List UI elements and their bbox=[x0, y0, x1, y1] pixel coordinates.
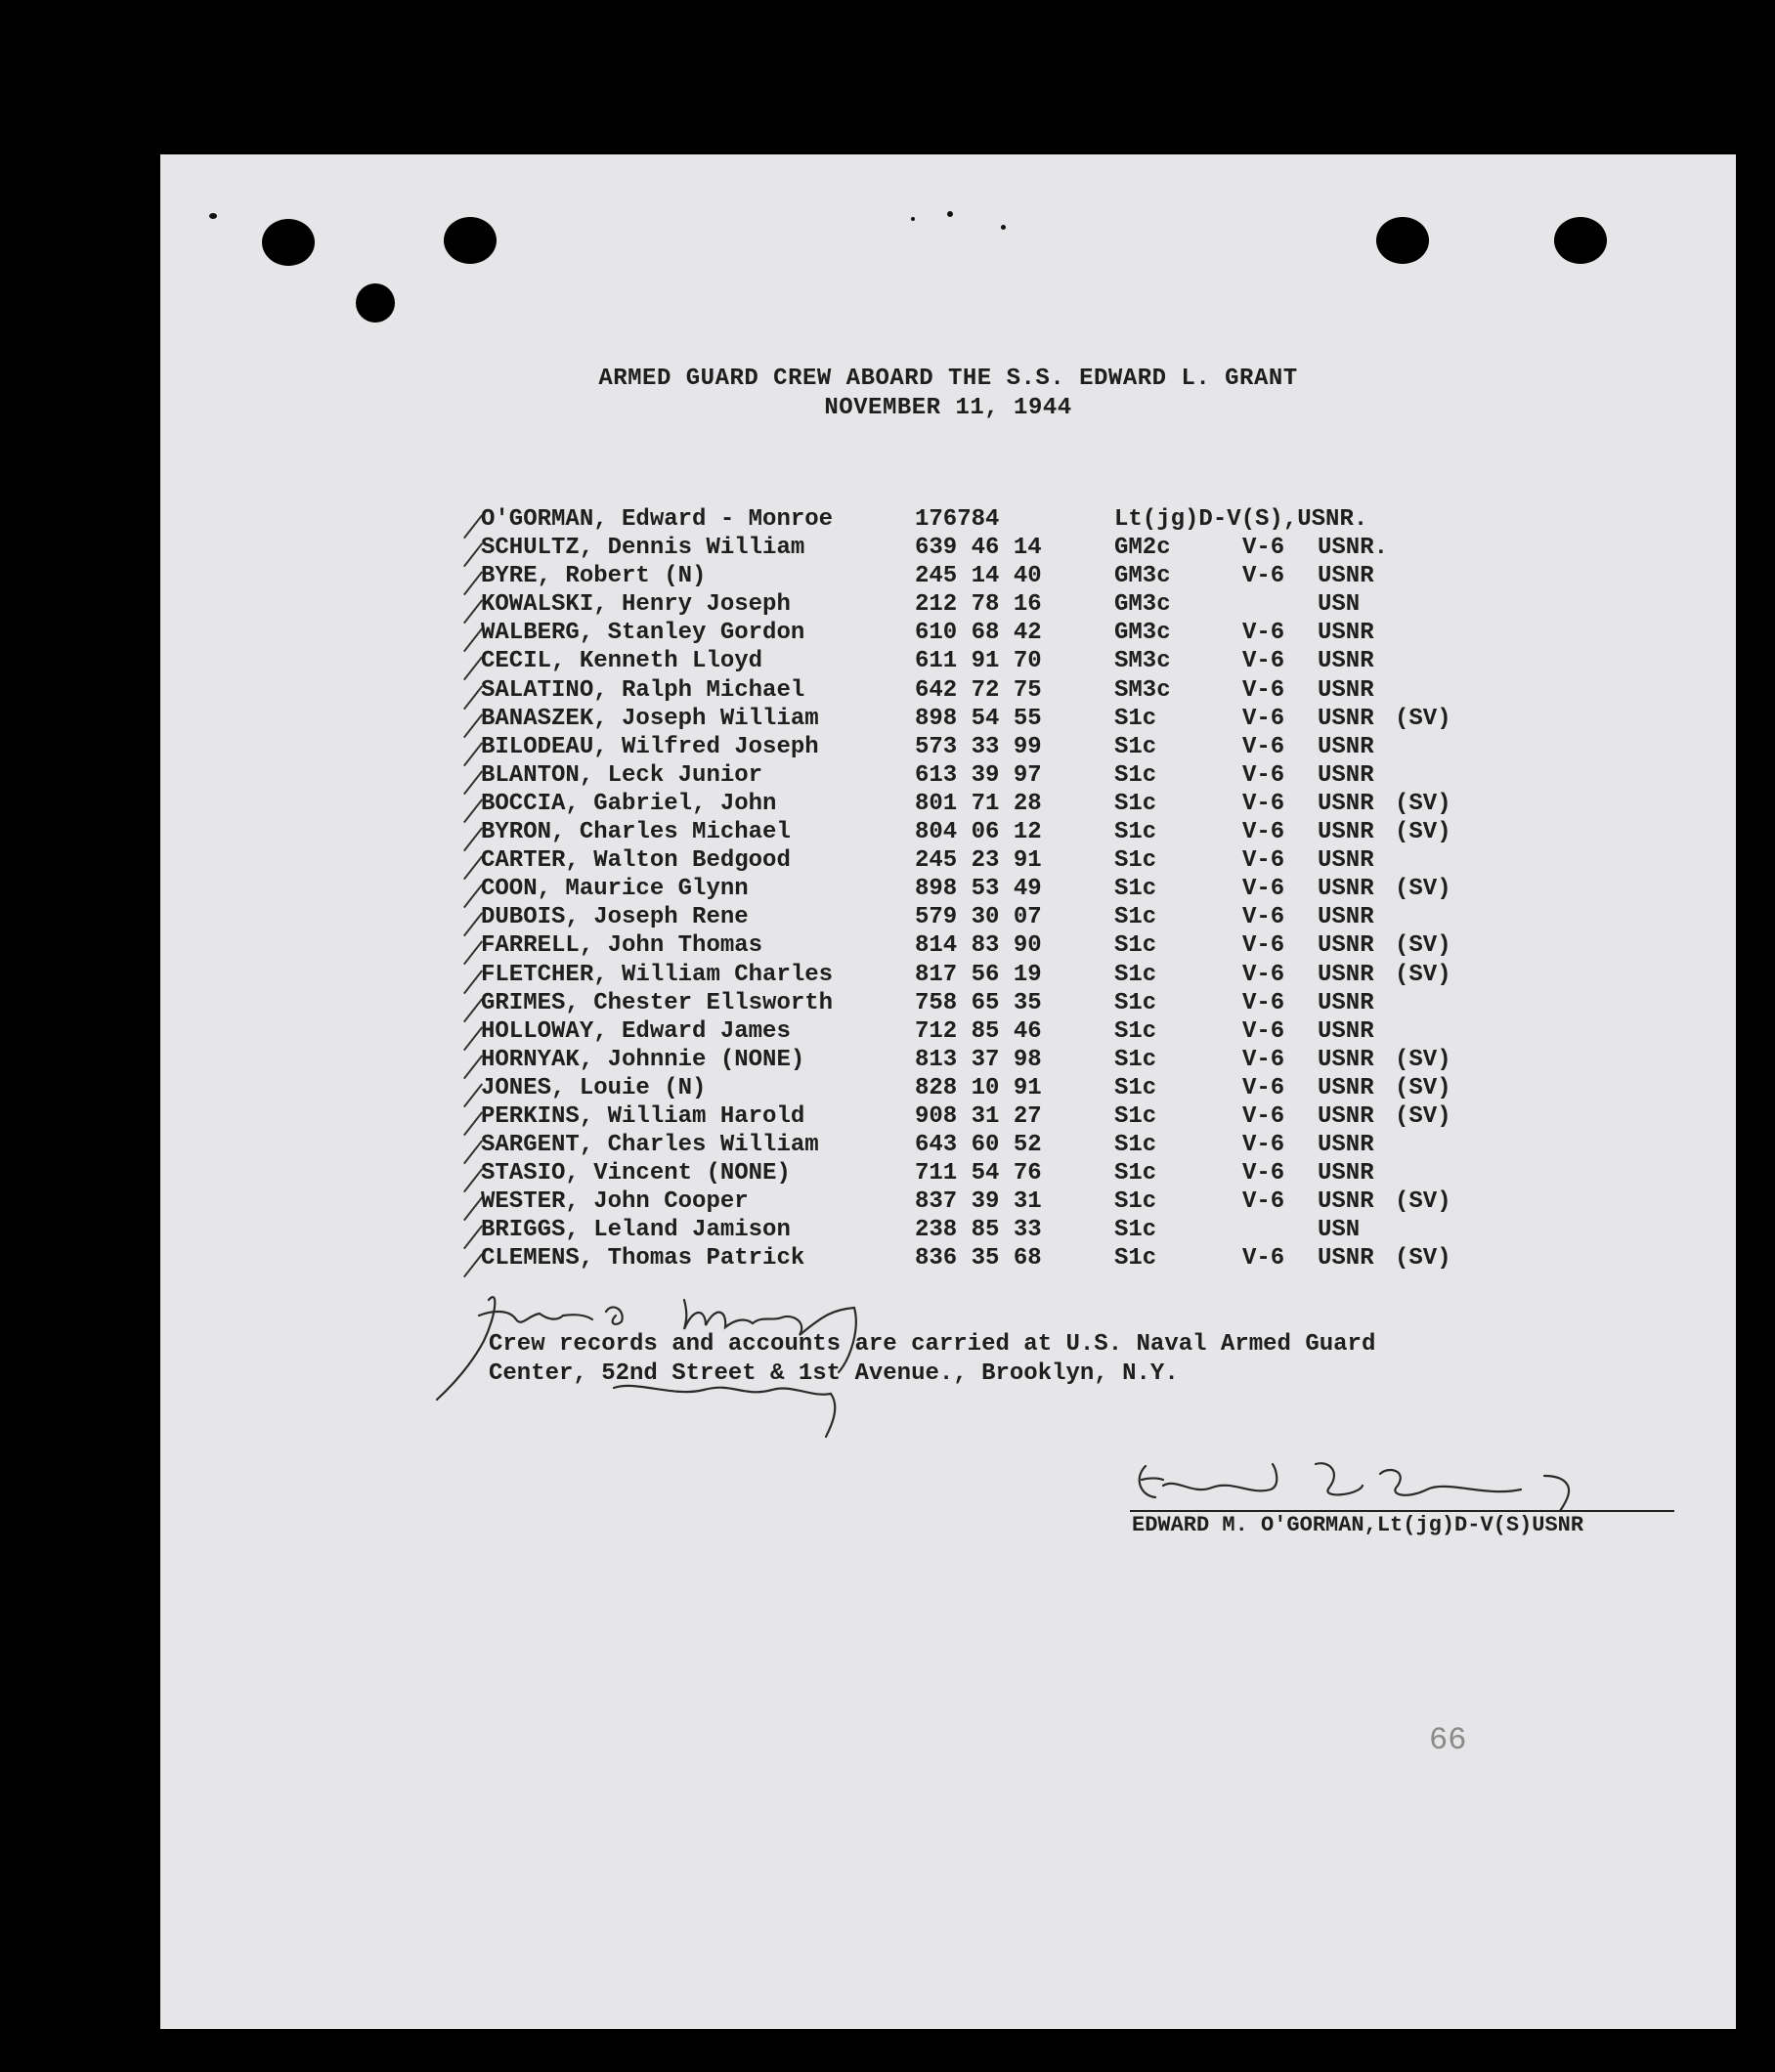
crew-rate: S1c bbox=[1114, 847, 1157, 875]
crew-name: BOCCIA, Gabriel, John bbox=[481, 790, 777, 817]
crew-class: V-6 bbox=[1242, 961, 1285, 988]
crew-branch: USNR bbox=[1318, 790, 1374, 817]
crew-class: V-6 bbox=[1242, 761, 1285, 789]
crew-branch: USNR bbox=[1318, 932, 1374, 960]
crew-class: V-6 bbox=[1242, 676, 1285, 704]
document-title: ARMED GUARD CREW ABOARD THE S.S. EDWARD L. GRANT bbox=[598, 366, 1298, 392]
crew-branch: USNR bbox=[1318, 620, 1374, 647]
crew-number: 836 35 68 bbox=[915, 1245, 1042, 1273]
crew-name: SALATINO, Ralph Michael bbox=[481, 676, 805, 704]
crew-branch: USNR bbox=[1318, 705, 1374, 732]
crew-branch: USN bbox=[1318, 1217, 1361, 1244]
handwriting-scribble bbox=[614, 1386, 835, 1437]
crew-name: SCHULTZ, Dennis William bbox=[481, 535, 805, 562]
crew-class: V-6 bbox=[1242, 535, 1285, 562]
crew-name: JONES, Louie (N) bbox=[481, 1074, 707, 1101]
crew-branch: USNR bbox=[1318, 1074, 1374, 1101]
crew-rate: Lt(jg)D-V(S),USNR. bbox=[1114, 506, 1368, 533]
crew-number: 579 30 07 bbox=[915, 904, 1042, 931]
crew-class: V-6 bbox=[1242, 1102, 1285, 1130]
crew-number: 817 56 19 bbox=[915, 961, 1042, 988]
crew-name: BLANTON, Leck Junior bbox=[481, 761, 763, 789]
crew-name: HOLLOWAY, Edward James bbox=[481, 1017, 791, 1045]
crew-rate: GM3c bbox=[1114, 563, 1171, 590]
crew-rate: S1c bbox=[1114, 1188, 1157, 1216]
crew-branch: USNR bbox=[1318, 1046, 1374, 1073]
crew-class: V-6 bbox=[1242, 1160, 1285, 1187]
crew-rate: S1c bbox=[1114, 761, 1157, 789]
crew-rate: S1c bbox=[1114, 1102, 1157, 1130]
crew-name: HORNYAK, Johnnie (NONE) bbox=[481, 1046, 805, 1073]
crew-sv: (SV) bbox=[1395, 1074, 1451, 1101]
crew-sv: (SV) bbox=[1395, 790, 1451, 817]
crew-rate: S1c bbox=[1114, 1017, 1157, 1045]
crew-rate: S1c bbox=[1114, 1245, 1157, 1273]
crew-sv: (SV) bbox=[1395, 1245, 1451, 1273]
crew-sv: (SV) bbox=[1395, 1102, 1451, 1130]
crew-rate: S1c bbox=[1114, 705, 1157, 732]
crew-name: GRIMES, Chester Ellsworth bbox=[481, 989, 834, 1016]
crew-sv: (SV) bbox=[1395, 961, 1451, 988]
crew-rate: S1c bbox=[1114, 1217, 1157, 1244]
crew-sv: (SV) bbox=[1395, 1188, 1451, 1216]
crew-branch: USNR bbox=[1318, 1245, 1374, 1273]
crew-class: V-6 bbox=[1242, 705, 1285, 732]
crew-number: 613 39 97 bbox=[915, 761, 1042, 789]
crew-name: WESTER, John Cooper bbox=[481, 1188, 749, 1216]
crew-name: CECIL, Kenneth Lloyd bbox=[481, 648, 763, 675]
crew-number: 758 65 35 bbox=[915, 989, 1042, 1016]
crew-rate: S1c bbox=[1114, 961, 1157, 988]
crew-name: CLEMENS, Thomas Patrick bbox=[481, 1245, 805, 1273]
crew-rate: S1c bbox=[1114, 1160, 1157, 1187]
crew-number: 245 23 91 bbox=[915, 847, 1042, 875]
crew-class: V-6 bbox=[1242, 932, 1285, 960]
crew-name: STASIO, Vincent (NONE) bbox=[481, 1160, 791, 1187]
note-line-1: Crew records and accounts are carried at U.S. Naval Armed Guard bbox=[489, 1331, 1376, 1358]
crew-branch: USN bbox=[1318, 591, 1361, 619]
crew-name: KOWALSKI, Henry Joseph bbox=[481, 591, 791, 619]
crew-number: 176784 bbox=[915, 506, 1000, 533]
crew-rate: S1c bbox=[1114, 1132, 1157, 1159]
crew-number: 908 31 27 bbox=[915, 1102, 1042, 1130]
crew-branch: USNR bbox=[1318, 904, 1374, 931]
crew-branch: USNR bbox=[1318, 819, 1374, 846]
crew-name: BYRON, Charles Michael bbox=[481, 819, 791, 846]
crew-class: V-6 bbox=[1242, 819, 1285, 846]
crew-class: V-6 bbox=[1242, 876, 1285, 903]
crew-number: 711 54 76 bbox=[915, 1160, 1042, 1187]
crew-class: V-6 bbox=[1242, 620, 1285, 647]
crew-class: V-6 bbox=[1242, 1017, 1285, 1045]
crew-number: 642 72 75 bbox=[915, 676, 1042, 704]
crew-name: BYRE, Robert (N) bbox=[481, 563, 707, 590]
crew-number: 898 54 55 bbox=[915, 705, 1042, 732]
crew-number: 573 33 99 bbox=[915, 733, 1042, 760]
crew-rate: SM3c bbox=[1114, 648, 1171, 675]
crew-sv: (SV) bbox=[1395, 705, 1451, 732]
signature-line bbox=[1130, 1510, 1674, 1512]
crew-rate: S1c bbox=[1114, 1074, 1157, 1101]
page-number: 66 bbox=[1429, 1722, 1467, 1758]
crew-branch: USNR bbox=[1318, 1132, 1374, 1159]
crew-name: CARTER, Walton Bedgood bbox=[481, 847, 791, 875]
crew-class: V-6 bbox=[1242, 1132, 1285, 1159]
crew-class: V-6 bbox=[1242, 904, 1285, 931]
crew-sv: (SV) bbox=[1395, 1046, 1451, 1073]
crew-rate: S1c bbox=[1114, 904, 1157, 931]
crew-branch: USNR bbox=[1318, 961, 1374, 988]
crew-class: V-6 bbox=[1242, 1188, 1285, 1216]
crew-name: COON, Maurice Glynn bbox=[481, 876, 749, 903]
crew-branch: USNR bbox=[1318, 1160, 1374, 1187]
crew-branch: USNR. bbox=[1318, 535, 1389, 562]
crew-branch: USNR bbox=[1318, 733, 1374, 760]
crew-rate: GM3c bbox=[1114, 620, 1171, 647]
crew-number: 828 10 91 bbox=[915, 1074, 1042, 1101]
crew-branch: USNR bbox=[1318, 563, 1374, 590]
crew-class: V-6 bbox=[1242, 1245, 1285, 1273]
crew-branch: USNR bbox=[1318, 1017, 1374, 1045]
crew-branch: USNR bbox=[1318, 761, 1374, 789]
crew-branch: USNR bbox=[1318, 676, 1374, 704]
crew-name: BRIGGS, Leland Jamison bbox=[481, 1217, 791, 1244]
crew-class: V-6 bbox=[1242, 790, 1285, 817]
crew-rate: S1c bbox=[1114, 1046, 1157, 1073]
crew-rate: S1c bbox=[1114, 932, 1157, 960]
crew-name: DUBOIS, Joseph Rene bbox=[481, 904, 749, 931]
crew-name: O'GORMAN, Edward - Monroe bbox=[481, 506, 834, 533]
crew-class: V-6 bbox=[1242, 733, 1285, 760]
crew-rate: GM2c bbox=[1114, 535, 1171, 562]
crew-number: 898 53 49 bbox=[915, 876, 1042, 903]
crew-sv: (SV) bbox=[1395, 876, 1451, 903]
crew-name: FARRELL, John Thomas bbox=[481, 932, 763, 960]
crew-class: V-6 bbox=[1242, 989, 1285, 1016]
handwriting-ogorman bbox=[1140, 1463, 1569, 1511]
crew-class: V-6 bbox=[1242, 1074, 1285, 1101]
crew-number: 611 91 70 bbox=[915, 648, 1042, 675]
crew-number: 639 46 14 bbox=[915, 535, 1042, 562]
crew-name: BILODEAU, Wilfred Joseph bbox=[481, 733, 819, 760]
crew-number: 801 71 28 bbox=[915, 790, 1042, 817]
crew-rate: S1c bbox=[1114, 989, 1157, 1016]
crew-class: V-6 bbox=[1242, 1046, 1285, 1073]
crew-number: 245 14 40 bbox=[915, 563, 1042, 590]
crew-rate: S1c bbox=[1114, 876, 1157, 903]
crew-name: BANASZEK, Joseph William bbox=[481, 705, 819, 732]
signatory-name: EDWARD M. O'GORMAN,Lt(jg)D-V(S)USNR bbox=[1132, 1513, 1584, 1537]
crew-number: 814 83 90 bbox=[915, 932, 1042, 960]
crew-rate: SM3c bbox=[1114, 676, 1171, 704]
crew-number: 804 06 12 bbox=[915, 819, 1042, 846]
crew-class: V-6 bbox=[1242, 563, 1285, 590]
crew-number: 212 78 16 bbox=[915, 591, 1042, 619]
crew-number: 837 39 31 bbox=[915, 1188, 1042, 1216]
crew-branch: USNR bbox=[1318, 648, 1374, 675]
crew-number: 712 85 46 bbox=[915, 1017, 1042, 1045]
crew-branch: USNR bbox=[1318, 1102, 1374, 1130]
crew-sv: (SV) bbox=[1395, 819, 1451, 846]
crew-number: 610 68 42 bbox=[915, 620, 1042, 647]
crew-rate: S1c bbox=[1114, 733, 1157, 760]
crew-rate: S1c bbox=[1114, 819, 1157, 846]
crew-sv: (SV) bbox=[1395, 932, 1451, 960]
crew-number: 813 37 98 bbox=[915, 1046, 1042, 1073]
crew-branch: USNR bbox=[1318, 847, 1374, 875]
crew-branch: USNR bbox=[1318, 989, 1374, 1016]
crew-class: V-6 bbox=[1242, 648, 1285, 675]
crew-name: PERKINS, William Harold bbox=[481, 1102, 805, 1130]
crew-name: WALBERG, Stanley Gordon bbox=[481, 620, 805, 647]
crew-name: FLETCHER, William Charles bbox=[481, 961, 834, 988]
crew-rate: GM3c bbox=[1114, 591, 1171, 619]
crew-number: 238 85 33 bbox=[915, 1217, 1042, 1244]
document-date: NOVEMBER 11, 1944 bbox=[824, 395, 1072, 421]
note-line-2: Center, 52nd Street & 1st Avenue., Brooklyn, N.Y. bbox=[489, 1360, 1179, 1387]
crew-class: V-6 bbox=[1242, 847, 1285, 875]
crew-name: SARGENT, Charles William bbox=[481, 1132, 819, 1159]
crew-branch: USNR bbox=[1318, 876, 1374, 903]
crew-branch: USNR bbox=[1318, 1188, 1374, 1216]
handwriting-murphy bbox=[437, 1297, 856, 1400]
crew-rate: S1c bbox=[1114, 790, 1157, 817]
crew-number: 643 60 52 bbox=[915, 1132, 1042, 1159]
